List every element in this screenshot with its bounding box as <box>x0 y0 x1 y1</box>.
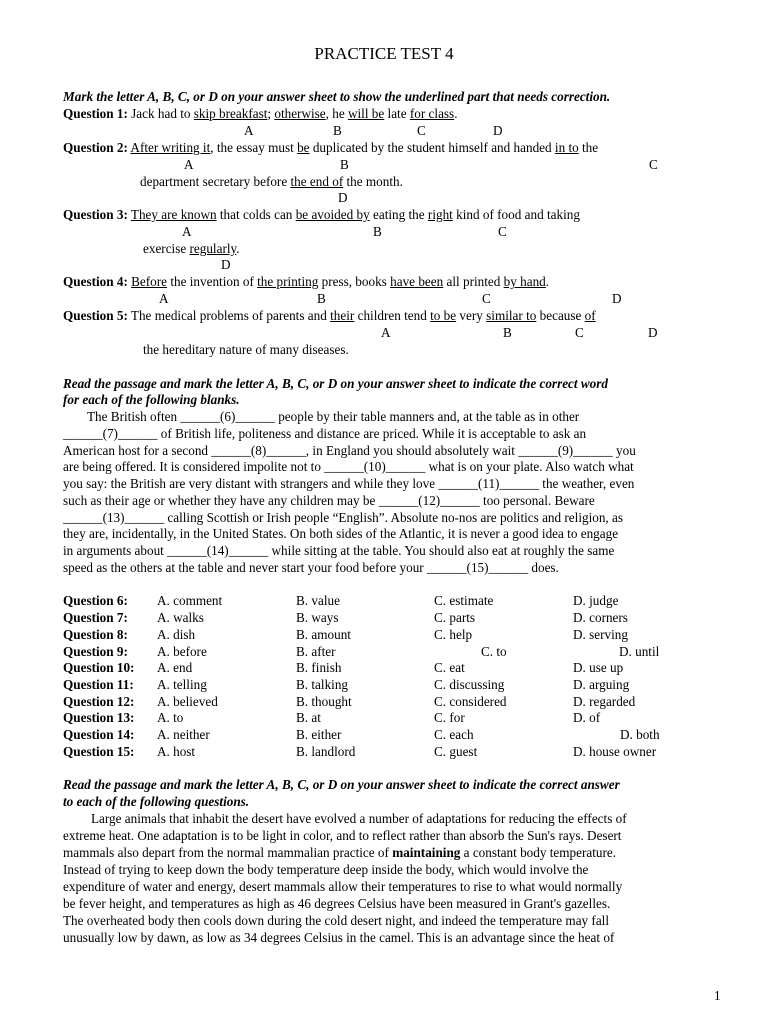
question-text: The medical problems of parents and <box>130 308 331 323</box>
underlined-c: in to <box>554 140 579 155</box>
option-b: B. talking <box>296 677 349 692</box>
option-a: A. end <box>157 660 193 675</box>
option-question-label: Question 12: <box>63 694 135 709</box>
option-c: C. for <box>434 710 465 725</box>
option-question-label: Question 7: <box>63 610 128 625</box>
question-5-line2: the hereditary nature of many diseases. <box>143 342 349 357</box>
question-label: Question 4: <box>63 274 128 289</box>
question-text: press, books <box>318 274 391 289</box>
option-question-label: Question 8: <box>63 627 128 642</box>
underlined-a: skip breakfast <box>193 106 268 121</box>
question-3 <box>63 207 580 224</box>
letter-d: D <box>221 257 231 272</box>
question-text: kind of food and taking <box>452 207 580 222</box>
letter-a: A <box>381 325 391 340</box>
question-text: that colds can <box>216 207 296 222</box>
option-a: A. comment <box>157 593 223 608</box>
letter-a: A <box>184 157 194 172</box>
question-text: . <box>454 106 458 121</box>
section3-instruction-line1: Read the passage and mark the letter A, B, C, or D on your answer sheet to indicate the correct answer <box>63 777 620 792</box>
question-text: the month. <box>343 174 403 189</box>
passage-line: expenditure of water and energy, desert mammals allow their temperatures to rise to what would normally <box>63 879 623 894</box>
section2-instruction-line1: Read the passage and mark the letter A, B, C, or D on your answer sheet to indicate the correct word <box>63 376 608 391</box>
letter-c: C <box>417 123 426 138</box>
question-text: , the essay must <box>210 140 298 155</box>
option-b: B. finish <box>296 660 342 675</box>
letter-b: B <box>333 123 342 138</box>
underlined-c: will be <box>347 106 385 121</box>
passage-line: you say: the British are very distant with strangers and while they love ______(11)______ the weather, even <box>63 476 635 491</box>
option-c: C. considered <box>434 694 507 709</box>
option-d: D. arguing <box>573 677 630 692</box>
option-b: B. at <box>296 710 321 725</box>
letter-c: C <box>482 291 491 306</box>
passage-line: be fever height, and temperatures as high as 46 degrees Celsius have been measured in Grant's gazelles. <box>63 896 611 911</box>
section1-instruction: Mark the letter A, B, C, or D on your answer sheet to show the underlined part that needs correction. <box>63 89 611 104</box>
letter-d: D <box>493 123 503 138</box>
underlined-a: Before <box>131 274 168 289</box>
page-number: 1 <box>714 988 721 1003</box>
passage-line: are being offered. It is considered impolite not to ______(10)______ what is on your plate. Also watch what <box>63 459 634 474</box>
option-d: D. until <box>619 644 660 659</box>
letter-d: D <box>338 190 348 205</box>
option-d: D. house owner <box>573 744 657 759</box>
option-question-label: Question 10: <box>63 660 135 675</box>
option-question-label: Question 14: <box>63 727 135 742</box>
option-a: A. telling <box>157 677 207 692</box>
question-label: Question 1: <box>63 106 128 121</box>
question-2-line2 <box>140 174 403 191</box>
option-d: D. corners <box>573 610 628 625</box>
underlined-b: the printing <box>257 274 319 289</box>
option-c: C. parts <box>434 610 476 625</box>
passage-line: ______(13)______ calling Scottish or Irish people “English”. Absolute no-nos are politics and religion, as <box>63 510 624 525</box>
passage-line: The British often ______(6)______ people by their table manners and, at the table as in other <box>87 409 580 424</box>
question-text: eating the <box>369 207 428 222</box>
option-d: D. both <box>620 727 660 742</box>
option-c: C. to <box>481 644 507 659</box>
underlined-c: similar to <box>486 308 537 323</box>
question-1 <box>63 106 457 123</box>
option-question-label: Question 6: <box>63 593 128 608</box>
option-d: D. of <box>573 710 601 725</box>
question-text: . <box>545 274 550 289</box>
option-question-label: Question 13: <box>63 710 135 725</box>
option-c: C. guest <box>434 744 478 759</box>
question-label: Question 5: <box>63 308 128 323</box>
letter-b: B <box>503 325 512 340</box>
underlined-b: to be <box>430 308 457 323</box>
underlined-a: After writing it <box>130 140 211 155</box>
passage-line: such as their age or whether they have any children may be ______(12)______ too personal. Beware <box>63 493 595 508</box>
option-c: C. estimate <box>434 593 494 608</box>
underlined-a: They are known <box>130 207 217 222</box>
option-a: A. neither <box>157 727 210 742</box>
question-text: . <box>236 241 240 256</box>
passage-line: speed as the others at the table and never start your food before your ______(15)______ does. <box>63 560 559 575</box>
letter-c: C <box>498 224 507 239</box>
letter-a: A <box>182 224 192 239</box>
option-a: A. believed <box>157 694 218 709</box>
passage-line: ______(7)______ of British life, politeness and distance are priced. While it is acceptable to ask an <box>63 426 587 441</box>
question-text: the <box>578 140 599 155</box>
underlined-d: regularly <box>189 241 237 256</box>
passage-line: Instead of trying to keep down the body temperature deep inside the body, which would involve the <box>63 862 589 877</box>
option-a: A. to <box>157 710 184 725</box>
underlined-d: the end of <box>290 174 344 189</box>
section2-instruction-line2: for each of the following blanks. <box>63 392 240 407</box>
letter-d: D <box>612 291 622 306</box>
option-a: A. before <box>157 644 207 659</box>
option-question-label: Question 11: <box>63 677 134 692</box>
letter-c: C <box>649 157 658 172</box>
option-c: C. discussing <box>434 677 505 692</box>
option-d: D. judge <box>573 593 619 608</box>
passage-line: they are, incidentally, in the United States. On both sides of the Atlantic, it is never a good idea to engage <box>63 526 619 541</box>
underlined-a: their <box>330 308 355 323</box>
option-a: A. walks <box>157 610 204 625</box>
underlined-c: have been <box>390 274 444 289</box>
underlined-b: otherwise <box>274 106 326 121</box>
option-a: A. host <box>157 744 196 759</box>
option-b: B. landlord <box>296 744 356 759</box>
option-b: B. after <box>296 644 336 659</box>
question-label: Question 2: <box>63 140 128 155</box>
option-b: B. either <box>296 727 342 742</box>
underlined-d: by hand <box>503 274 546 289</box>
question-3-line2 <box>143 241 240 258</box>
letter-d: D <box>648 325 658 340</box>
question-2 <box>63 140 598 157</box>
question-text: duplicated by the student himself and handed <box>309 140 555 155</box>
option-c: C. eat <box>434 660 465 675</box>
question-4 <box>63 274 549 291</box>
passage-text: a constant body temperature. <box>460 845 617 860</box>
section3-instruction-line2: to each of the following questions. <box>63 794 250 809</box>
option-question-label: Question 15: <box>63 744 135 759</box>
option-c: C. each <box>434 727 474 742</box>
letter-b: B <box>340 157 349 172</box>
letter-a: A <box>244 123 254 138</box>
underlined-b: be <box>297 140 310 155</box>
option-b: B. value <box>296 593 340 608</box>
option-b: B. ways <box>296 610 339 625</box>
option-d: D. regarded <box>573 694 636 709</box>
passage-line: extreme heat. One adaptation is to be light in color, and to reflect rather than absorb the Sun's rays. Desert <box>63 828 622 843</box>
question-text: children tend <box>354 308 431 323</box>
option-question-label: Question 9: <box>63 644 128 659</box>
question-text: all printed <box>443 274 504 289</box>
passage-line: American host for a second ______(8)______, in England you should absolutely wait ______(9)______ you <box>63 443 636 458</box>
option-d: D. use up <box>573 660 624 675</box>
question-text: Jack had to <box>131 106 194 121</box>
question-text: late <box>384 106 410 121</box>
passage-line: Large animals that inhabit the desert have evolved a number of adaptations for reducing the effects of <box>91 811 627 826</box>
letter-b: B <box>373 224 382 239</box>
option-c: C. help <box>434 627 473 642</box>
question-text: the invention of <box>167 274 258 289</box>
passage-text: mammals also depart from the normal mammalian practice of <box>63 845 393 860</box>
passage-line: unusually low by dawn, as low as 34 degrees Celsius in the camel. This is an advantage since the heat of <box>63 930 615 945</box>
underlined-c: right <box>427 207 453 222</box>
question-text: exercise <box>143 241 190 256</box>
question-text: department secretary before <box>140 174 291 189</box>
letter-a: A <box>159 291 169 306</box>
option-d: D. serving <box>573 627 628 642</box>
passage-line: The overheated body then cools down during the cold desert night, and indeed the temperature may fall <box>63 913 610 928</box>
option-b: B. amount <box>296 627 351 642</box>
underlined-d: for class <box>409 106 455 121</box>
option-a: A. dish <box>157 627 196 642</box>
question-text: very <box>456 308 487 323</box>
page-title: PRACTICE TEST 4 <box>314 44 454 63</box>
underlined-d: of <box>584 308 596 323</box>
passage-line <box>63 845 616 862</box>
question-label: Question 3: <box>63 207 128 222</box>
question-5 <box>63 308 596 325</box>
underlined-b: be avoided by <box>295 207 370 222</box>
question-text: because <box>536 308 585 323</box>
question-text: , he <box>325 106 348 121</box>
passage-line: in arguments about ______(14)______ while sitting at the table. You should also eat at roughly the same <box>63 543 615 558</box>
bold-word: maintaining <box>392 845 461 860</box>
question-text: ; <box>267 106 275 121</box>
letter-b: B <box>317 291 326 306</box>
letter-c: C <box>575 325 584 340</box>
option-b: B. thought <box>296 694 352 709</box>
